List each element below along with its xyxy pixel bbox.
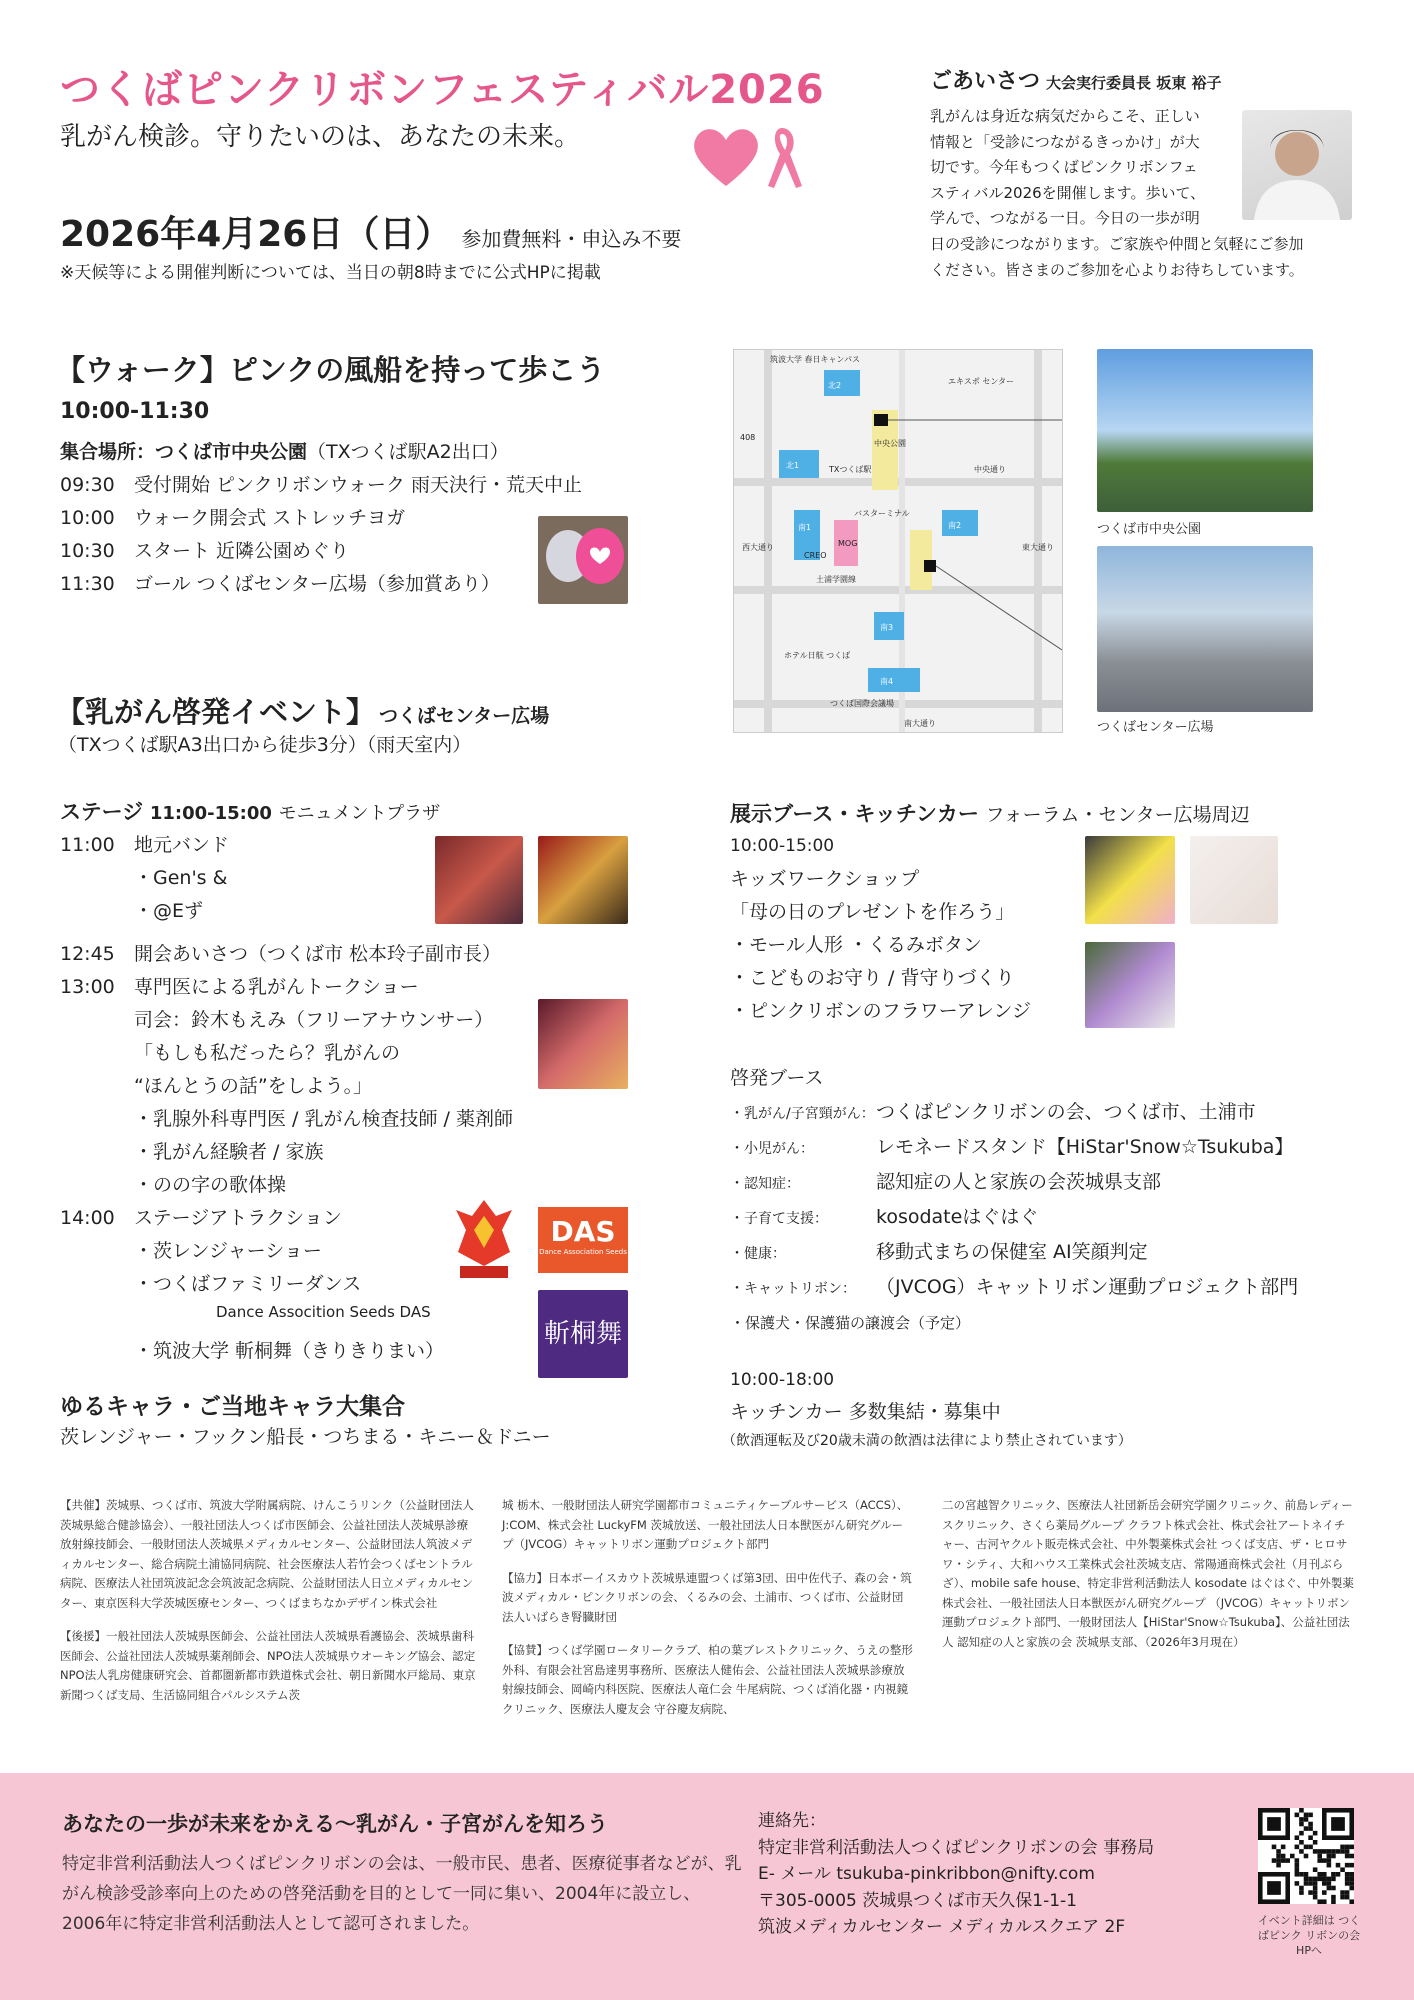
band-photo-2 [538,836,628,924]
svg-text:南1: 南1 [798,523,812,532]
svg-text:北1: 北1 [786,461,800,470]
footer-heading: あなたの一歩が未来をかえる〜乳がん・子宮がんを知ろう [62,1812,608,1836]
svg-text:北2: 北2 [828,381,842,390]
greeting-body: 乳がんは身近な病気だからこそ、正しい 情報と「受診につながるきっかけ」が大 切です。今年もつくばピンクリボンフェ スティバル2026を開催します。歩いて、 学んで、つながる一日。今日の一歩が明 [930,107,1206,227]
mc-photo [538,999,628,1089]
list-item: ・乳がん/子宮頸がん：つくばピンクリボンの会、つくば市、土浦市 [730,1101,1256,1123]
walk-place: 集合場所：つくば市中央公園（TXつくば駅A2出口） [60,441,509,463]
kitchen-time: 10:00-18:00 [730,1370,835,1390]
event-heading: 【乳がん啓発イベント】 つくばセンター広場 [56,695,550,729]
band-photo-1 [435,836,523,924]
park-photo [1097,349,1313,512]
event-subtitle: 乳がん検診。守りたいのは、あなたの未来。 [60,122,581,152]
svg-text:南大通り: 南大通り [904,719,936,728]
chara-list: 茨レンジャー・フックン船長・つちまる・キニー＆ドニー [60,1426,551,1448]
balloon-photo [538,516,628,604]
keihatsu-heading: 啓発ブース [730,1067,824,1089]
das-logo: DAS Dance Association Seeds [538,1207,628,1273]
svg-text:バスターミナル: バスターミナル [854,509,910,518]
svg-text:エキスポ センター: エキスポ センター [948,377,1015,386]
svg-text:MOG: MOG [838,539,858,548]
list-item: ・保護犬・保護猫の譲渡会（予定） [730,1314,971,1332]
svg-text:つくば国際会議場: つくば国際会議場 [830,699,894,708]
list-item: ・子育て支援： kosodateはぐはぐ [730,1206,1039,1228]
booth-list: 10:00-15:00 キッズワークショップ 「母の日のプレゼントを作ろう」 ・モール人形 ・くるみボタン ・こどものお守り / 背守りづくり ・ピンクリボンのフラワーアレンジ [730,836,1031,1022]
area-map [733,349,1063,733]
qr-code[interactable] [1258,1808,1354,1904]
event-fee: 参加費無料・申込み不要 [461,227,682,251]
walk-time: 10:00-11:30 [60,399,210,424]
svg-text:408: 408 [740,433,756,442]
svg-text:南2: 南2 [948,521,962,530]
center-photo-caption: つくばセンター広場 [1097,720,1214,735]
stage-heading: ステージ 11:00-15:00 モニュメントプラザ [60,800,441,824]
svg-text:TXつくば駅: TXつくば駅 [829,465,872,474]
chara-heading: ゆるキャラ・ご当地キャラ大集合 [60,1394,405,1420]
keihatsu-list [730,1096,1298,1340]
walk-heading: 【ウォーク】ピンクの風船を持って歩こう [56,353,606,387]
svg-text:南4: 南4 [880,677,894,686]
park-photo-caption: つくば市中央公園 [1097,522,1202,537]
event-date: 2026年4月26日（日） 参加費無料・申込み不要 [60,214,682,255]
list-item: ・キャットリボン： （JVCOG）キャットリボン運動プロジェクト部門 [730,1276,1299,1298]
svg-text:中央公園: 中央公園 [874,439,906,448]
svg-text:西大通り: 西大通り [742,543,774,552]
qr-caption: イベント詳細は つくばピンク リボンの会HPへ [1257,1914,1361,1957]
credits-col-1: 【共催】茨城県、つくば市、筑波大学附属病院、けんこうリンク（公益財団法人茨城県総合健診協会）、一般社団法人つくば市医師会、公益社団法人茨城県診療放射線技師会、一般財団法人茨城県メディカルセンター、公益財団法人筑波メディカルセンター、総合病院土浦協同病院、社会医療法人若竹会つくばセントラル病院、医療法人社団筑波記念会筑波記念病院、公益財団法人日立メディカルセンター、東京医科大学茨城医療センター、つくばまちなかデザイン株式会社 【後援】一般社団法人茨城県医師会、公益社団法人茨城県看護協会、茨城県歯科医師会、公益社団法人茨城県薬剤師会、NPO法人茨城県ウオーキング協会、認定NPO法人乳房健康研究会、首都圏新都市鉄道株式会社、朝日新聞水戸総局、東京新聞つくば支局、生活協同組合パルシステム茨 [60,1498,476,1702]
walk-schedule [60,469,582,601]
footer-body: 特定非営利活動法人つくばピンクリボンの会は、一般市民、患者、医療従事者などが、乳がん検診受診率向上のための啓発活動を目的として一同に集い、2004年に設立し、2006年に特定非営利活動法人として認可されました。 [62,1854,742,1934]
credits-col-3: 二の宮越智クリニック、医療法人社団新岳会研究学園クリニック、前島レディースクリニック、さくら薬局グループ クラフト株式会社、株式会社アートネイチャー、古河ヤクルト販売株式会社、中外製薬株式会社 つくば支店、ザ・ヒロサワ・シティ、大和ハウス工業株式会社茨城支店、常陽通商株式会社（月刊ぶらざ）、mobile safe house、特定非営利活動法人 kosodate はぐはぐ、中外製薬株式会社、一般社団法人日本獣医がん研究グループ （JVCOG）キャットリボン運動プロジェクト部門、一般財団法人【HiStar'Snow☆Tsukuba】、公益社団法人 認知症の人と家族の会 茨城県支部、（2026年3月現在） [942,1498,1354,1649]
credits-col-2: 城 栃木、一般財団法人研究学園都市コミュニティケーブルサービス（ACCS）、J:COM、株式会社 LuckyFM 茨城放送、一般社団法人日本獣医がん研究グループ（JVCOG）キャットリボン運動プロジェクト部門 【協力】日本ボーイスカウト茨城県連盟つくば第3団、田中佐代子、森の会・筑波メディカル・ピンクリボンの会、くるみの会、土浦市、つくば市、公益財団法人いばらき腎臓財団 【協賛】つくば学園ロータリークラブ、柏の葉ブレストクリニック、うえの整形外科、有限会社宮島達男事務所、医療法人健佑会、公益社団法人茨城県診療放射線技師会、岡崎内科医院、医療法人竜仁会 牛尾病院、つくば消化器・内視鏡クリニック、医療法人慶友会 守谷慶友病院、 [502,1498,913,1716]
schedule-row: 10:30 スタート 近隣公園めぐり [60,540,350,562]
contact-email[interactable]: E- メール tsukuba-pinkribbon@nifty.com [758,1864,1095,1884]
craft-photo-1 [1085,836,1175,924]
flower-photo [1085,942,1175,1028]
svg-text:CREO: CREO [804,551,827,560]
heart-ribbon-icon [688,120,808,192]
contact-block: 連絡先： 特定非営利活動法人つくばピンクリボンの会 事務局 E- メール tsukuba-pinkribbon@nifty.com 〒305-0005 茨城県つくば市天久保1-1-1 筑波メディカルセンター メディカルスクエア 2F [758,1811,1155,1937]
kitchen-note: （飲酒運転及び20歳未満の飲酒は法律により禁止されています） [722,1433,1132,1449]
svg-text:土浦学園線: 土浦学園線 [816,575,856,584]
kirikirimai-photo: 斬桐舞 [538,1290,628,1378]
schedule-row: 11:30 ゴール つくばセンター広場（参加賞あり） [60,573,500,595]
weather-note: ※天候等による開催判断については、当日の朝8時までに公式HPに掲載 [60,263,601,283]
svg-text:筑波大学 春日キャンパス: 筑波大学 春日キャンパス [770,355,860,364]
greeting-byline: 大会実行委員長 坂東 裕子 [1046,74,1222,92]
list-item: ・認知症： 認知症の人と家族の会茨城県支部 [730,1171,1162,1193]
kitchen-text: キッチンカー 多数集結・募集中 [730,1401,1001,1423]
chair-portrait [1242,110,1352,220]
schedule-row: 10:00 ウォーク開会式 ストレッチヨガ [60,507,406,529]
svg-text:ホテル日航 つくば: ホテル日航 つくば [784,651,851,660]
event-access: （TXつくば駅A3出口から徒歩3分）（雨天室内） [58,734,472,756]
schedule-row: 09:30 受付開始 ピンクリボンウォーク 雨天決行・荒天中止 [60,474,582,496]
svg-text:南3: 南3 [880,623,894,632]
svg-text:東大通り: 東大通り [1022,543,1054,552]
booth-heading: 展示ブース・キッチンカー フォーラム・センター広場周辺 [730,802,1250,826]
svg-text:中央通り: 中央通り [974,465,1006,474]
stage-schedule: 11:00 地元バンド ・Gen's & ・@Eず 12:45 開会あいさつ（つくば市 松本玲子副市長） 13:00 専門医による乳がんトークショー 司会：鈴木もえみ（フリーアナウンサー） 「もしも私だったら？乳がんの “ほんとうの話”をしよう。」 ・乳腺外科専門医 / 乳がん検査技師 / 薬剤師 ・乳がん経験者 / 家族 ・のの字の歌体操 14:00 ステージアトラクション ・茨レンジャーショー ・つくばファミリーダンス Dance Assocition Seeds DAS ・筑波大学 斬桐舞（きりきりまい） [60,834,513,1362]
list-item: ・小児がん： レモネードスタンド【HiStar'Snow☆Tsukuba】 [730,1136,1294,1158]
greeting-body-cont: 日の受診につながります。ご家族や仲間と気軽にご参加 ください。皆さまのご参加を心よりお待ちしています。 [930,235,1304,279]
craft-photo-2 [1190,836,1278,924]
ibaranger-logo [452,1196,516,1284]
event-title: つくばピンクリボンフェスティバル2026 [60,67,825,113]
list-item: ・健康： 移動式まちの保健室 AI笑顔判定 [730,1241,1148,1263]
greeting-title: ごあいさつ 大会実行委員長 坂東 裕子 [930,69,1222,94]
center-plaza-photo [1097,546,1313,712]
